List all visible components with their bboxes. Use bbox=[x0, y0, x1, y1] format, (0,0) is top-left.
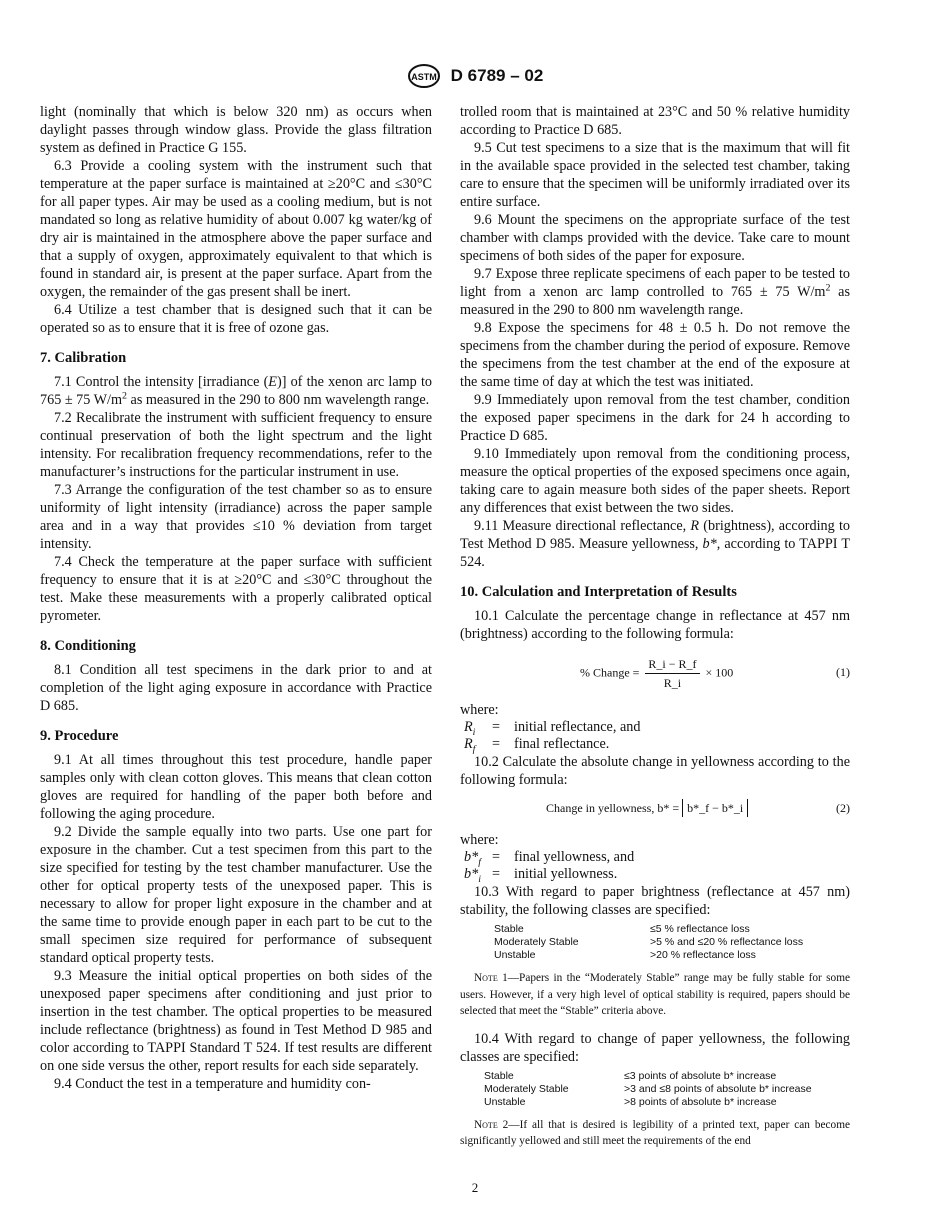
definition-list-2 bbox=[460, 849, 850, 883]
class-criterion: >8 points of absolute b* increase bbox=[624, 1095, 777, 1108]
paragraph-10-4: 10.4 With regard to change of paper yellowness, the following classes are specified: bbox=[460, 1030, 850, 1065]
definition-text: final yellowness, and bbox=[514, 849, 635, 865]
class-name: Stable bbox=[484, 1069, 514, 1082]
paragraph-9-4: 9.4 Conduct the test in a temperature and humidity con- bbox=[54, 1076, 371, 1092]
class-criterion: >20 % reflectance loss bbox=[650, 949, 756, 961]
paragraph-7-1: 7.1 Control the intensity [irradiance (E)] of the xenon arc lamp to 765 ± 75 $W/m^2$ as measured in the 290 to 800 nm wavelength range. bbox=[40, 374, 432, 408]
paragraph-8-1: 8.1 Condition all test specimens in the dark prior to and at completion of the light aging exposure in accordance with Practice D 685. bbox=[40, 662, 432, 714]
paragraph-10-1: 10.1 Calculate the percentage change in reflectance at 457 nm (brightness) according to the following formula: bbox=[460, 608, 850, 642]
definition-symbol: $b*_i$ bbox=[464, 866, 481, 885]
paragraph-6-4: 6.4 Utilize a test chamber that is designed such that it can be operated so as to ensure that it is free of ozone gas. bbox=[40, 302, 432, 336]
heading-calibration: 7. Calibration bbox=[40, 350, 127, 366]
where-label: where: bbox=[460, 702, 499, 718]
class-name: Unstable bbox=[484, 1095, 526, 1108]
paragraph-7-4: 7.4 Check the temperature at the paper surface with sufficient frequency to ensure that it is at ≥20°C and ≤30°C throughout the test. Make these measurements with a properly calibrated optical pyrometer. bbox=[40, 554, 432, 624]
definition-symbol: $R_i$ bbox=[464, 719, 476, 738]
equation-2: Change in yellowness, b* = b*_f − b*_i (2) bbox=[546, 801, 850, 815]
class-name: Moderately Stable bbox=[494, 936, 579, 948]
table-row bbox=[484, 1070, 812, 1083]
paragraph-9-3: 9.3 Measure the initial optical properties on both sides of the unexposed paper specimens after conditioning and just prior to insertion in the test chamber. The optical properties to be measured include reflectance (brightness) as found in Test Method D 985 and color according to TAPPI Standard T 524. If test results are different on one side versus the other, report results for each side separately. bbox=[40, 968, 432, 1074]
equation-1-denominator: R_i bbox=[663, 676, 682, 690]
table-row bbox=[494, 923, 803, 936]
svg-text:ASTM: ASTM bbox=[410, 72, 437, 82]
equation-1-number: (1) bbox=[836, 665, 850, 679]
note-2: Note 2—If all that is desired is legibility of a printed text, paper can become significantly yellowed and still meet the requirements of the end bbox=[460, 1118, 851, 1147]
definition-item bbox=[460, 736, 850, 753]
paragraph-7-3: 7.3 Arrange the configuration of the test chamber so as to ensure uniformity of light intensity (irradiance) across the paper sample area and in a way that provides ≤10 % deviation from target intensity. bbox=[40, 482, 432, 552]
class-name: Stable bbox=[494, 923, 524, 935]
equation-1-numerator: R_i − R_f bbox=[645, 655, 699, 674]
table-row bbox=[484, 1096, 812, 1109]
definition-item bbox=[460, 866, 850, 883]
table-row bbox=[484, 1083, 812, 1096]
definition-equals: = bbox=[492, 719, 501, 735]
yellowness-classes-table bbox=[484, 1070, 812, 1109]
paragraph-9-10: 9.10 Immediately upon removal from the conditioning process, measure the optical properties of the exposed specimens once again, taking care to again measure both sides of the paper sheets. Report any differences that exist between the two sides. bbox=[460, 446, 850, 516]
equation-2-number: (2) bbox=[836, 801, 850, 815]
definition-text: final reflectance. bbox=[514, 736, 610, 752]
definition-text: initial reflectance, and bbox=[514, 719, 641, 735]
right-column bbox=[460, 103, 850, 1160]
definition-equals: = bbox=[492, 849, 501, 865]
page-header bbox=[0, 63, 950, 89]
definition-item bbox=[460, 849, 850, 866]
definition-list-1 bbox=[460, 719, 850, 753]
document-id: D 6789 – 02 bbox=[450, 66, 544, 85]
definition-item bbox=[460, 719, 850, 736]
heading-procedure: 9. Procedure bbox=[40, 728, 119, 744]
paragraph-9-6: 9.6 Mount the specimens on the appropriate surface of the test chamber with clamps provided with the device. Take care to mount specimens of both sides of the paper for exposure. bbox=[460, 212, 850, 264]
paragraph-9-9: 9.9 Immediately upon removal from the test chamber, condition the exposed paper specimens in the dark for 24 h according to Practice D 685. bbox=[460, 392, 850, 444]
paragraph-9-1: 9.1 At all times throughout this test procedure, handle paper samples only with clean cotton gloves. This means that clean cotton gloves are required for handling of the paper both before and following the aging procedure. bbox=[40, 752, 432, 822]
class-name: Moderately Stable bbox=[484, 1082, 569, 1095]
heading-conditioning: 8. Conditioning bbox=[40, 638, 136, 654]
table-row bbox=[494, 936, 803, 949]
paragraph-9-2: 9.2 Divide the sample equally into two parts. Use one part for exposure in the chamber. Cut a test specimen from this part to the size specified for testing by the test chamber manufacturer. Use the other for optical property tests of the unexposed paper. This is necessary to allow for proper light exposure in the chamber and at the same time to provide enough paper in each part to be cut to the small specimen size required for performance of subsequent standard optical property tests. bbox=[40, 824, 432, 966]
paragraph-9-7: 9.7 Expose three replicate specimens of each paper to be tested to light from a xenon arc lamp controlled to 765 ± 75 $W/m^2$ as measured in the 290 to 800 nm wavelength range. bbox=[460, 266, 850, 318]
definition-text: initial yellowness. bbox=[514, 866, 618, 882]
paragraph-9-8: 9.8 Expose the specimens for 48 ± 0.5 h. Do not remove the specimens from the chamber during the period of exposure. Remove the specimens from the test chamber at the end of the exposure at the same time of day at which the test was initiated. bbox=[460, 320, 850, 390]
definition-equals: = bbox=[492, 736, 501, 752]
paragraph-6-3: 6.3 Provide a cooling system with the instrument such that temperature at the paper surface is maintained at ≥20°C and ≤30°C for all paper types. Air may be used as a cooling medium, but is not mandated so long as relative humidity of about 0.007 kg water/kg of dry air is maintained in the atmosphere above the paper surface and that a supply of oxygen, approximately equivalent to that which is found in standard air, is present at the paper surface. Apart from the oxygen, the remainder of the gas present shall be inert. bbox=[40, 158, 432, 300]
class-name: Unstable bbox=[494, 949, 536, 961]
brightness-classes-table bbox=[494, 923, 803, 962]
class-criterion: ≤3 points of absolute b* increase bbox=[624, 1069, 777, 1082]
definition-equals: = bbox=[492, 866, 501, 882]
table-row bbox=[494, 949, 803, 962]
heading-calculation: 10. Calculation and Interpretation of Results bbox=[460, 584, 737, 600]
astm-logo-icon bbox=[407, 63, 441, 89]
where-label: where: bbox=[460, 832, 499, 848]
page-number: 2 bbox=[471, 1180, 479, 1195]
class-criterion: >3 and ≤8 points of absolute b* increase bbox=[624, 1082, 812, 1095]
paragraph-10-2: 10.2 Calculate the absolute change in yellowness according to the following formula: bbox=[460, 754, 850, 788]
note-1: Note 1—Papers in the “Moderately Stable” range may be fully stable for some users. However, if a very high level of optical stability is required, papers should be selected that meet the “Stable” criteria above. bbox=[460, 972, 851, 1017]
left-column bbox=[40, 103, 432, 1093]
paragraph-9-11: 9.11 Measure directional reflectance, R (brightness), according to Test Method D 985. Measure yellowness, b*, according to TAPPI T 524. bbox=[460, 518, 850, 570]
class-criterion: ≤5 % reflectance loss bbox=[650, 923, 750, 935]
paragraph-7-2: 7.2 Recalibrate the instrument with sufficient frequency to ensure continual preservation of both the light spectrum and the light intensity. For recalibration frequency recommendations, refer to the manufacturer’s instructions for the particular instrument in use. bbox=[40, 410, 432, 480]
definition-symbol: $R_f$ bbox=[464, 736, 476, 755]
absolute-value: b*_f − b*_i bbox=[682, 799, 748, 817]
paragraph-continuation: light (nominally that which is below 320 nm) as occurs when daylight passes through window glass. Provide the glass filtration system as defined in Practice G 155. bbox=[40, 104, 432, 156]
equation-1: % Change = $\frac{R\_i - R\_f}{R\_i}$ × 100 (1) bbox=[580, 657, 850, 690]
class-criterion: >5 % and ≤20 % reflectance loss bbox=[650, 936, 804, 948]
paragraph-10-3: 10.3 With regard to paper brightness (reflectance at 457 nm) stability, the following classes are specified: bbox=[460, 884, 850, 918]
definition-symbol: $b*_f$ bbox=[464, 849, 481, 868]
paragraph-9-5: 9.5 Cut test specimens to a size that is the maximum that will fit in the available space provided in the selected test chamber, taking care to ensure that the specimen will be uniformly irradiated over its entire surface. bbox=[460, 140, 850, 210]
paragraph-continuation: trolled room that is maintained at 23°C and 50 % relative humidity according to Practice D 685. bbox=[460, 104, 850, 138]
